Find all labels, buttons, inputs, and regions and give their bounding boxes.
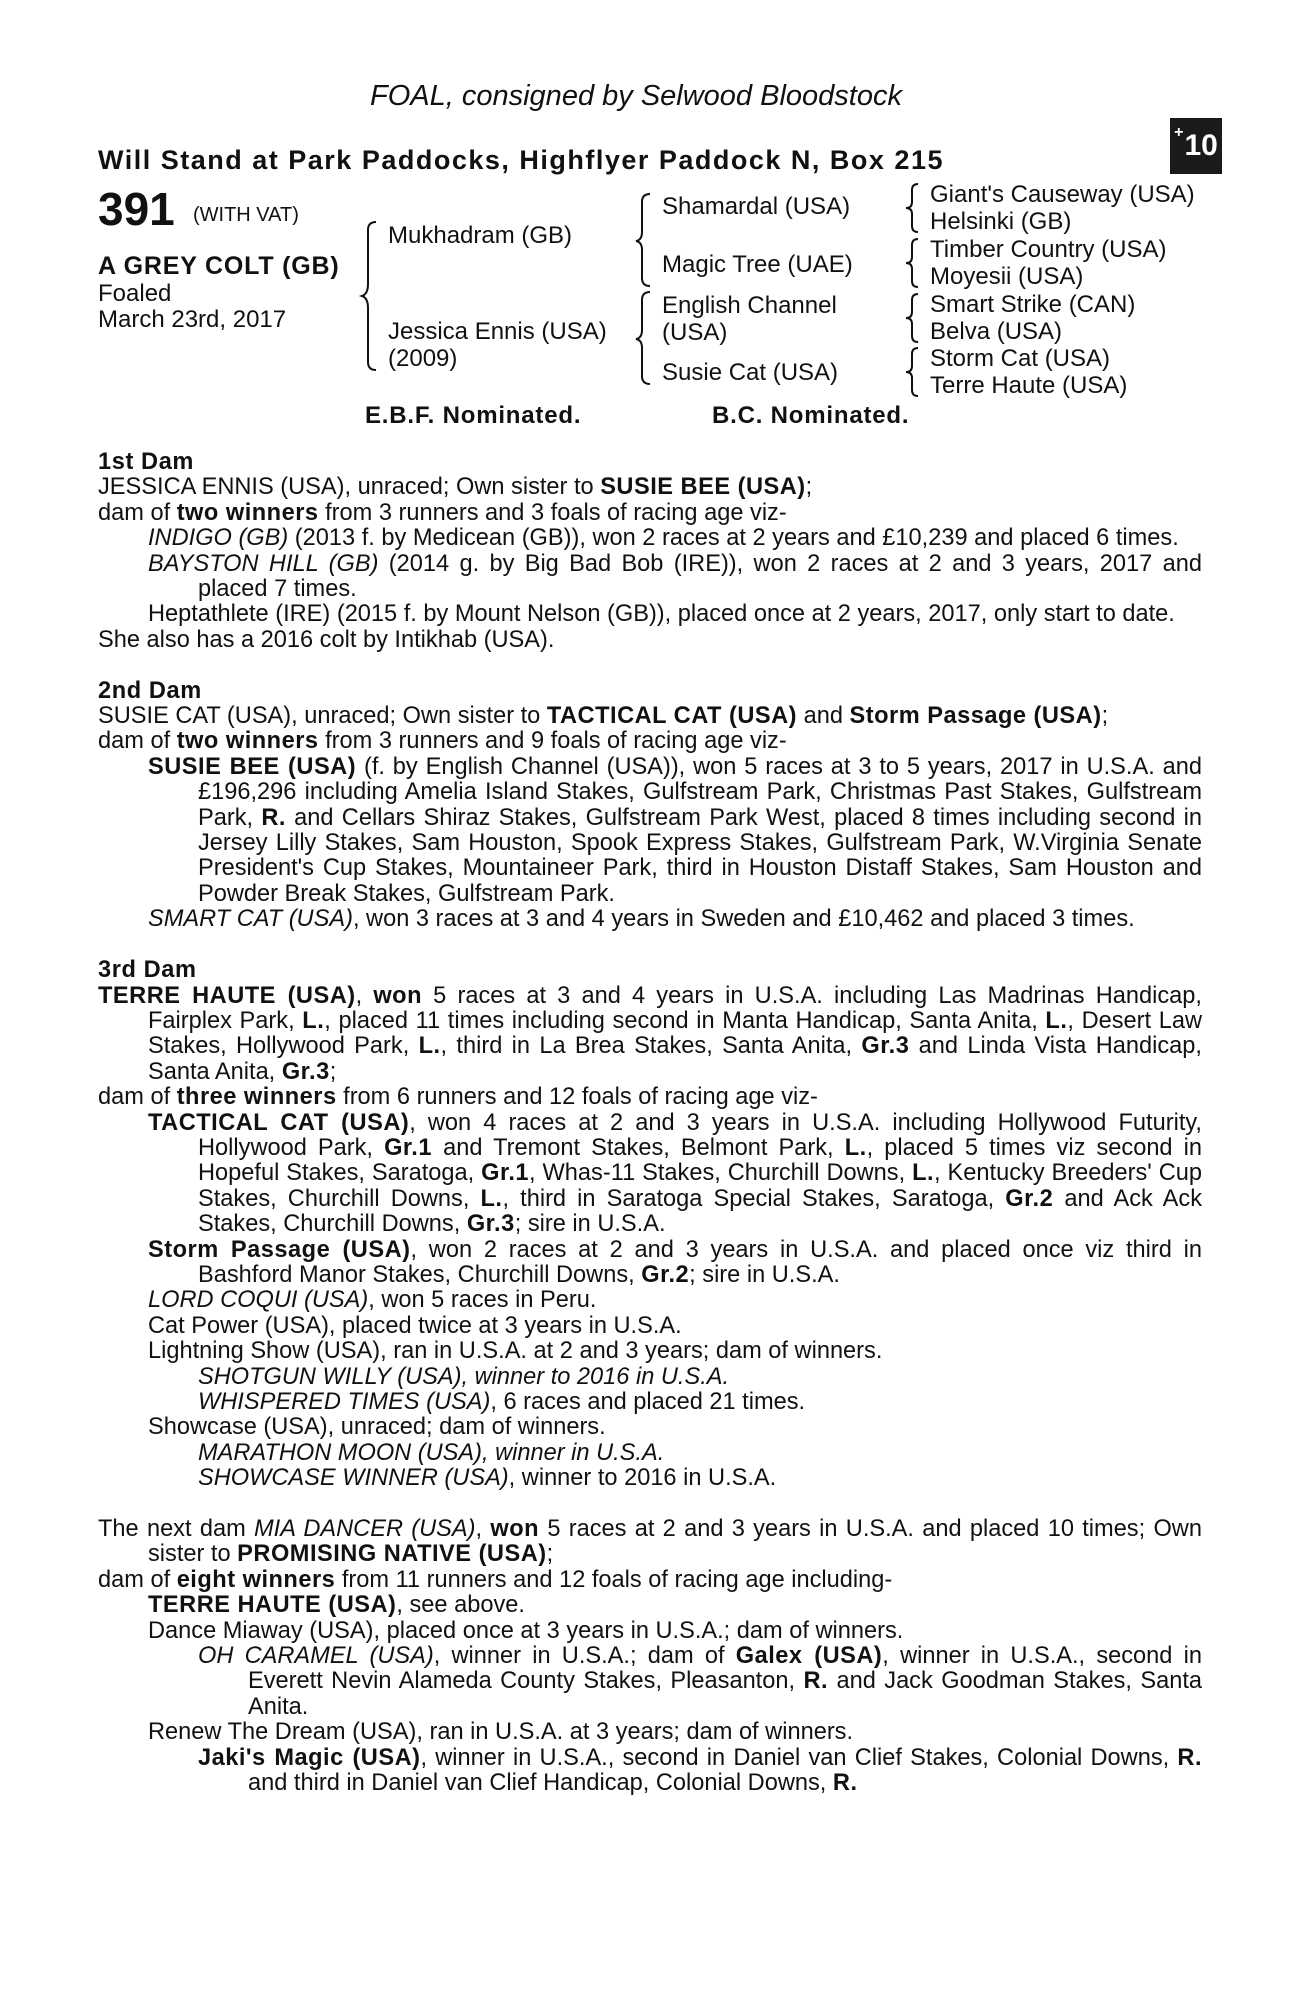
third-dam-produce: dam of three winners from 6 runners and 12 foals of racing age viz- [98,1084,818,1111]
second-dam-runner-susie-bee: SUSIE BEE (USA) (f. by English Channel (USA)), won 5 races at 3 to 5 years, 2017 in U.S.A. and £196,296 including Amelia Island Stakes, Gulfstream Park, Christmas Past Stakes, Gulfstream Park, R. and Cellars Shiraz Stakes, Gulfstream Park West, placed 8 times including second in Jersey Lilly Stakes, Sam Houston, Spook Express Stakes, Gulfstream Park, W.Virginia Senate President's Cup Stakes, Mountaineer Park, third in Houston Distaff Stakes, Sam Houston and Powder Break Stakes, Gulfstream Park. [148,753,1202,907]
produce-marathon-moon: MARATHON MOON (USA), winner in U.S.A. [198,1439,665,1466]
produce-jakis-magic: Jaki's Magic (USA), winner in U.S.A., second in Daniel van Clief Stakes, Colonial Downs, R. and third in Daniel van Clief Handicap, Colonial Downs, R. [198,1744,1203,1797]
next-dam-produce: dam of eight winners from 11 runners and 12 foals of racing age including- [98,1566,893,1593]
first-dam-heading: 1st Dam [98,449,194,475]
first-dam-runner-heptathlete: Heptathlete (IRE) (2015 f. by Mount Nelson (GB)), placed once at 2 years, 2017, only start to date. [148,601,1175,628]
first-dam-produce: dam of two winners from 3 runners and 3 foals of racing age viz- [98,499,787,526]
second-dam-heading: 2nd Dam [98,677,202,704]
pedigree-sire-sire: Shamardal (USA) [662,193,851,220]
second-dam-intro: SUSIE CAT (USA), unraced; Own sister to TACTICAL CAT (USA) and Storm Passage (USA); [98,703,1109,730]
pedigree-sire: Mukhadram (GB) [388,222,573,249]
third-dam-runner-lightning-show: Lightning Show (USA), ran in U.S.A. at 2 and 3 years; dam of winners. [148,1338,883,1365]
next-dam-runner-dance-miaway: Dance Miaway (USA), placed once at 3 years in U.S.A.; dam of winners. [148,1617,904,1644]
second-dam-runner-smart-cat: SMART CAT (USA), won 3 races at 3 and 4 years in Sweden and £10,462 and placed 3 times. [148,906,1135,933]
second-dam-produce: dam of two winners from 3 runners and 9 foals of racing age viz- [98,728,787,755]
ebf-nominated: E.B.F. Nominated. [365,402,582,429]
first-dam-runner-indigo: INDIGO (GB) (2013 f. by Medicean (GB)), won 2 races at 2 years and £10,239 and placed 6 times. [148,525,1179,552]
produce-oh-caramel: OH CARAMEL (USA), winner in U.S.A.; dam of Galex (USA), winner in U.S.A., second in Everett Nevin Alameda County Stakes, Pleasanton, R. and Jack Goodman Stakes, Santa Anita. [198,1643,1203,1720]
vat-note: (WITH VAT) [193,204,299,226]
pedigree-dam-dam: Susie Cat (USA) [662,359,839,386]
first-dam-note: She also has a 2016 colt by Intikhab (USA). [98,626,555,653]
pedigree-brace-ds [904,292,930,344]
produce-shotgun-willy: SHOTGUN WILLY (USA), winner to 2016 in U.S.A. [198,1363,730,1390]
third-dam-intro: TERRE HAUTE (USA), won 5 races at 3 and 4 years in U.S.A. including Las Madrinas Handicap, Fairplex Park, L., placed 11 times including second in Manta Handicap, Santa Anita, L., Desert Law Stakes, Hollywood Park, L., third in La Brea Stakes, Santa Anita, Gr.3 and Linda Vista Handicap, Santa Anita, Gr.3; [98,982,1202,1085]
third-dam-heading: 3rd Dam [98,957,197,984]
next-dam-runner-terre-haute: TERRE HAUTE (USA), see above. [148,1592,525,1619]
lot-number: 391 [98,183,175,235]
pedigree-dss: Smart Strike (CAN) [930,291,1136,318]
next-dam-runner-renew-the-dream: Renew The Dream (USA), ran in U.S.A. at 3 years; dam of winners. [148,1719,854,1746]
pedigree-sdd: Moyesii (USA) [930,263,1084,290]
produce-whispered-times: WHISPERED TIMES (USA), 6 races and placed 21 times. [198,1389,806,1415]
bc-nominated: B.C. Nominated. [712,402,910,429]
pedigree-brace-sd [904,237,930,289]
pedigree-brace-ss [904,182,930,234]
stand-location: Will Stand at Park Paddocks, Highflyer Paddock N, Box 215 [98,145,944,175]
foaled-date: March 23rd, 2017 [98,306,287,333]
third-dam-runner-storm-passage: Storm Passage (USA), won 2 races at 2 and 3 years in U.S.A. and placed once viz third in Bashford Manor Stakes, Churchill Downs, Gr.2; sire in U.S.A. [148,1236,1202,1288]
pedigree-brace-sire [634,192,664,288]
pedigree-sds: Timber Country (USA) [930,236,1167,263]
pedigree-brace-main [360,220,390,372]
badge-mark: + [1174,124,1184,141]
consignor-line: FOAL, consigned by Selwood Bloodstock [370,80,902,112]
lot-description: A GREY COLT (GB) [98,252,340,280]
third-dam-runner-lord-coqui: LORD COQUI (USA), won 5 races in Peru. [148,1287,597,1314]
pedigree-brace-dd [904,346,930,398]
pedigree-sss: Giant's Causeway (USA) [930,181,1195,208]
first-dam-runner-bayston-hill: BAYSTON HILL (GB) (2014 g. by Big Bad Bob (IRE)), won 2 races at 2 and 3 years, 2017 and placed 7 times. [148,550,1202,603]
pedigree-ssd: Helsinki (GB) [930,208,1072,235]
pedigree-sire-dam: Magic Tree (UAE) [662,251,853,278]
produce-showcase-winner: SHOWCASE WINNER (USA), winner to 2016 in U.S.A. [198,1465,777,1492]
pedigree-dds: Storm Cat (USA) [930,345,1111,372]
foaled-label: Foaled [98,280,172,307]
first-dam-intro: JESSICA ENNIS (USA), unraced; Own sister to SUSIE BEE (USA); [98,474,813,501]
third-dam-runner-tactical-cat: TACTICAL CAT (USA), won 4 races at 2 and 3 years in U.S.A. including Hollywood Futurity, Hollywood Park, Gr.1 and Tremont Stakes, Belmont Park, L., placed 5 times viz second in Hopeful Stakes, Saratoga, Gr.1, Whas-11 Stakes, Churchill Downs, L., Kentucky Breeders' Cup Stakes, Churchill Downs, L., third in Saratoga Special Stakes, Saratoga, Gr.2 and Ack Ack Stakes, Churchill Downs, Gr.3; sire in U.S.A. [148,1109,1203,1238]
page-number-badge [1170,118,1222,174]
pedigree-dam-sire: English Channel [662,292,837,319]
pedigree-dam-year: (2009) [388,345,458,372]
pedigree-dsd: Belva (USA) [930,318,1063,345]
pedigree-dam: Jessica Ennis (USA) [388,318,607,345]
catalogue-body [98,450,1202,1796]
third-dam-runner-showcase: Showcase (USA), unraced; dam of winners. [148,1414,606,1441]
pedigree-ddd: Terre Haute (USA) [930,372,1128,399]
next-dam-intro: The next dam MIA DANCER (USA), won 5 races at 2 and 3 years in U.S.A. and placed 10 times; Own sister to PROMISING NATIVE (USA); [98,1516,1202,1568]
pedigree-dam-sire-country: (USA) [662,319,728,346]
pedigree-brace-dam [634,290,664,386]
badge-number: 10 [1184,129,1218,162]
third-dam-runner-cat-power: Cat Power (USA), placed twice at 3 years in U.S.A. [148,1312,682,1339]
